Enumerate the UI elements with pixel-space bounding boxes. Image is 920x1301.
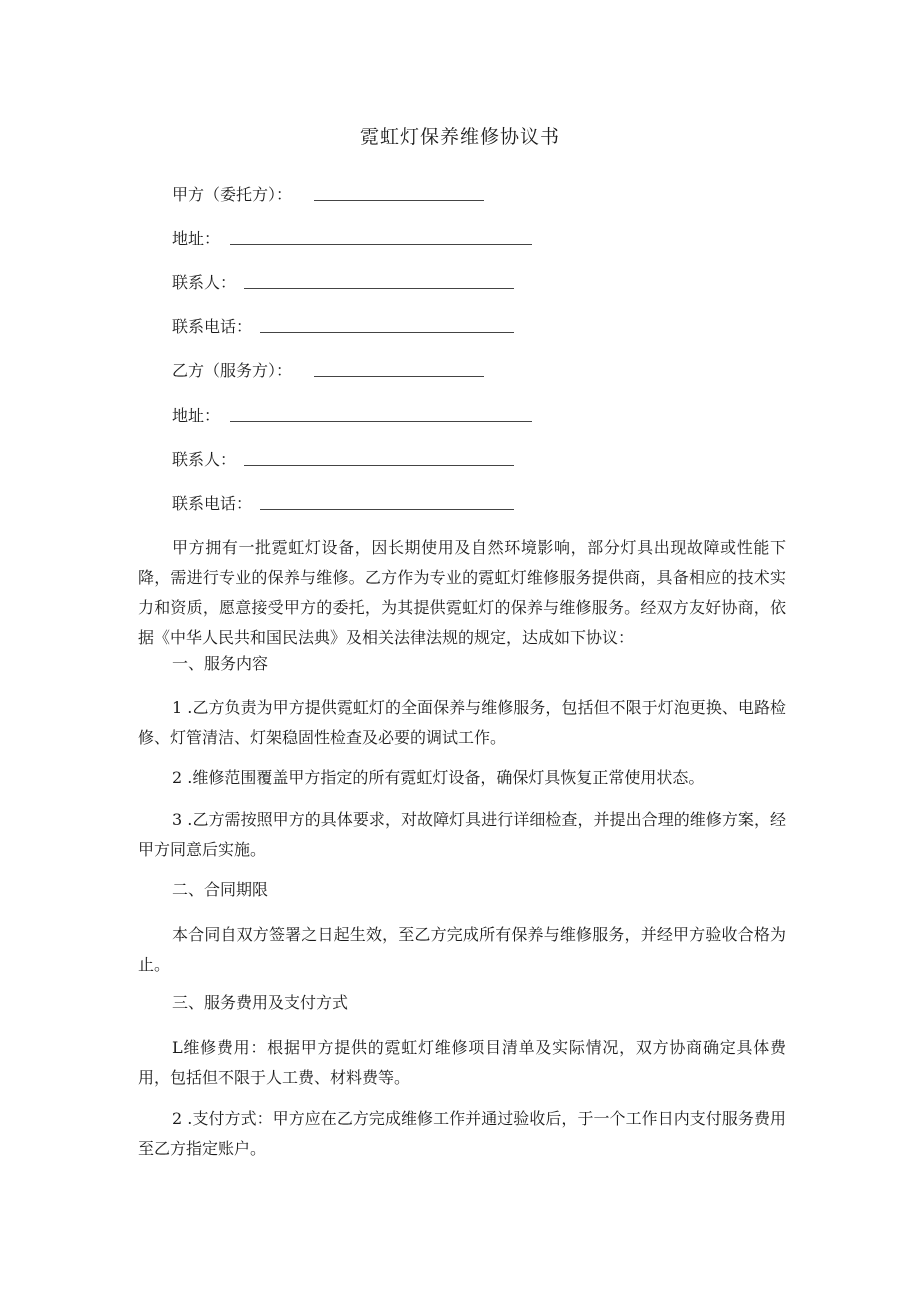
party-a-address-blank-line — [230, 244, 532, 245]
section-1-item-3: 3 .乙方需按照甲方的具体要求，对故障灯具进行详细检查，并提出合理的维修方案，经甲方同意后实施。 — [138, 810, 786, 859]
party-b-contact-blank-line — [244, 465, 514, 466]
section-2-heading: 二、合同期限 — [172, 880, 269, 899]
section-3-item-2: 2 .支付方式：甲方应在乙方完成维修工作并通过验收后，于一个工作日内支付服务费用至乙方指定账户。 — [138, 1109, 786, 1158]
section-3-item-1: L维修费用：根据甲方提供的霓虹灯维修项目清单及实际情况，双方协商确定具体费用，包括但不限于人工费、材料费等。 — [138, 1038, 786, 1087]
party-b-blank-line — [314, 376, 484, 377]
party-b-address-field — [172, 404, 220, 428]
party-a-address-field — [172, 227, 220, 251]
party-a-contact-blank-line — [244, 288, 514, 289]
party-b-label: 乙方（服务方）： — [172, 361, 293, 380]
party-b-phone-blank-line — [260, 509, 514, 510]
party-a-field — [172, 183, 292, 207]
section-3-heading: 三、服务费用及支付方式 — [172, 993, 349, 1012]
section-1-item-2: 2 .维修范围覆盖甲方指定的所有霓虹灯设备，确保灯具恢复正常使用状态。 — [172, 768, 705, 787]
party-b-phone-label: 联系电话： — [172, 494, 253, 513]
party-b-contact-field — [172, 448, 236, 472]
party-a-phone-field — [172, 315, 252, 339]
section-1-item-1: 1 .乙方负责为甲方提供霓虹灯的全面保养与维修服务，包括但不限于灯泡更换、电路检修、灯管清洁、灯架稳固性检查及必要的调试工作。 — [138, 698, 786, 747]
party-a-contact-label: 联系人： — [172, 273, 237, 292]
party-a-phone-label: 联系电话： — [172, 317, 253, 336]
party-b-phone-field — [172, 492, 252, 516]
party-a-phone-blank-line — [260, 332, 514, 333]
section-1-heading: 一、服务内容 — [172, 654, 269, 673]
section-2-paragraph: 本合同自双方签署之日起生效，至乙方完成所有保养与维修服务，并经甲方验收合格为止。 — [138, 925, 786, 974]
party-b-field — [172, 359, 292, 383]
preamble-paragraph: 甲方拥有一批霓虹灯设备，因长期使用及自然环境影响，部分灯具出现故障或性能下降，需进行专业的保养与维修。乙方作为专业的霓虹灯维修服务提供商，具备相应的技术实力和资质，愿意接受甲方的委托，为其提供霓虹灯的保养与维修服务。经双方友好协商，依据《中华人民共和国民法典》及相关法律法规的规定，达成如下协议： — [138, 538, 786, 647]
party-a-contact-field — [172, 271, 236, 295]
party-a-label: 甲方（委托方）： — [172, 185, 293, 204]
document-title: 霓虹灯保养维修协议书 — [359, 126, 560, 148]
party-a-address-label: 地址： — [172, 229, 221, 248]
party-b-contact-label: 联系人： — [172, 450, 237, 469]
party-a-blank-line — [314, 200, 484, 201]
party-b-address-blank-line — [230, 421, 532, 422]
party-b-address-label: 地址： — [172, 406, 221, 425]
